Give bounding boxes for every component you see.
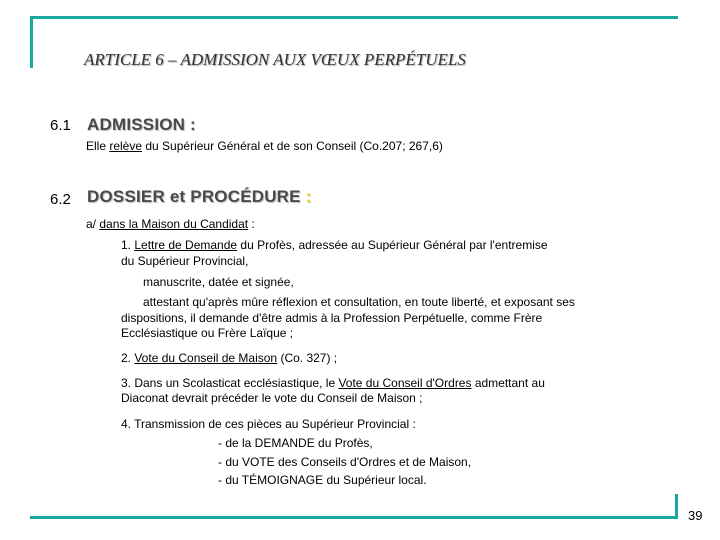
bullet-handwritten: manuscrite, datée et signée, [143, 275, 294, 289]
item-3-line-2: Diaconat devrait précéder le vote du Conseil de Maison ; [121, 391, 423, 405]
bullet-attesting-l1: attestant qu'après mûre réflexion et consultation, en toute liberté, et exposant ses [143, 295, 575, 309]
page-number: 39 [688, 508, 703, 523]
sub-a-line: a/ dans la Maison du Candidat : [86, 217, 255, 231]
bullet-attesting-l3: Ecclésiastique ou Frère Laïque ; [121, 326, 294, 340]
item-3-line: 3. Dans un Scolasticat ecclésiastique, le Vote du Conseil d'Ordres admettant au [121, 376, 545, 390]
frame-left-line [30, 16, 33, 68]
item-1-line-2: du Supérieur Provincial, [121, 254, 249, 268]
dash-item-vote: - du VOTE des Conseils d'Ordres et de Maison, [218, 455, 472, 469]
section-6-2-number: 6.2 [50, 191, 71, 208]
item-1-line: 1. Lettre de Demande du Profès, adressée au Supérieur Général par l'entremise [121, 238, 548, 252]
frame-bottom-line [30, 516, 678, 519]
section-6-2-heading: DOSSIER et PROCÉDURE : [87, 187, 312, 206]
section-6-1-number: 6.1 [50, 117, 71, 134]
section-6-1-text: Elle relève du Supérieur Général et de son Conseil (Co.207; 267,6) [86, 139, 443, 153]
dash-item-temoignage: - du TÉMOIGNAGE du Supérieur local. [218, 473, 427, 487]
item-4-line: 4. Transmission de ces pièces au Supérieur Provincial : [121, 417, 416, 431]
page-title: ARTICLE 6 – ADMISSION AUX VŒUX PERPÉTUELS [84, 50, 466, 69]
dash-item-demande: - de la DEMANDE du Profès, [218, 436, 373, 450]
item-2-line: 2. Vote du Conseil de Maison (Co. 327) ; [121, 351, 338, 365]
bullet-attesting-l2: dispositions, il demande d'être admis à la Profession Perpétuelle, comme Frère [121, 311, 543, 325]
frame-top-line [30, 16, 678, 19]
frame-right-line [675, 494, 678, 519]
section-6-1-heading: ADMISSION : [87, 115, 196, 134]
